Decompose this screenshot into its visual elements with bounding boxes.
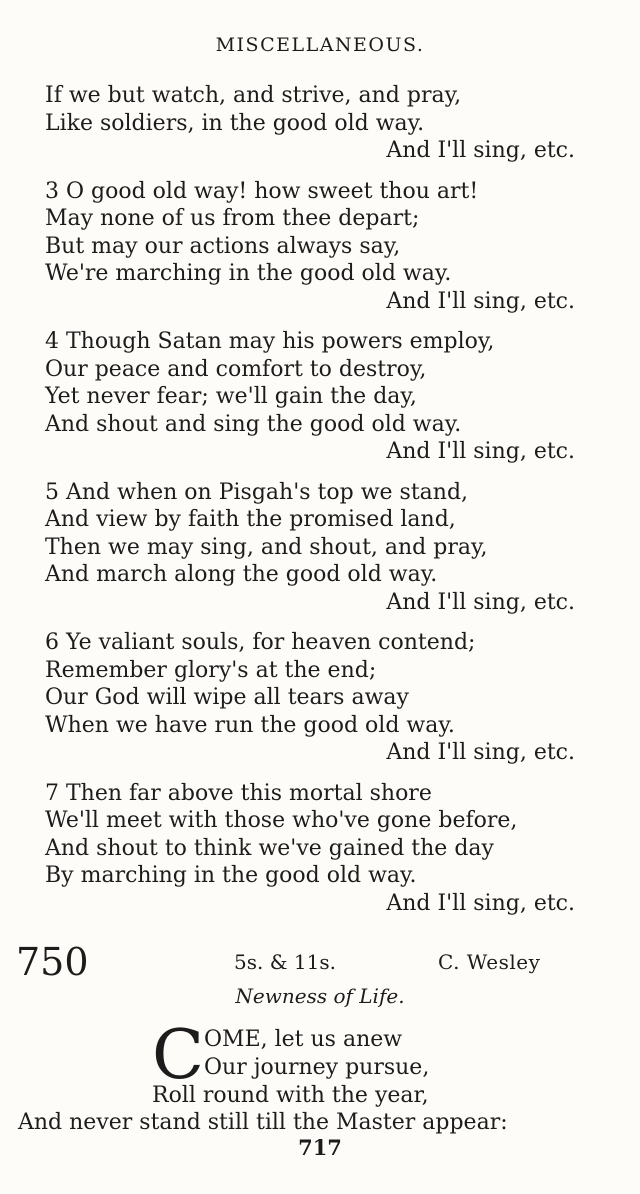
verse-line: Then we may sing, and shout, and pray, — [45, 534, 488, 560]
stanza — [45, 82, 575, 165]
hymn-line: Our journey pursue, — [204, 1055, 430, 1080]
verse-line: May none of us from thee depart; — [45, 206, 420, 231]
running-header: MISCELLANEOUS. — [215, 34, 425, 56]
stanza — [45, 178, 575, 316]
verse-line: 7 Then far above this mortal shore — [45, 780, 432, 806]
verse-line: 3 O good old way! how sweet thou art! — [45, 178, 479, 204]
verse-line: 4 Though Satan may his powers employ, — [45, 329, 495, 354]
verse-line: When we have run the good old way. — [45, 712, 455, 738]
verse-line: 6 Ye valiant souls, for heaven contend; — [45, 630, 476, 655]
refrain-line: And I'll sing, etc. — [386, 890, 575, 916]
verse-line: And march along the good old way. — [45, 562, 438, 587]
verse-line: And shout to think we've gained the day — [45, 835, 494, 861]
hymn-749-verses — [45, 82, 575, 930]
verse-line: And view by faith the promised land, — [45, 507, 456, 532]
hymn-heading — [0, 940, 640, 990]
verse-line: Our God will wipe all tears away — [45, 685, 409, 710]
refrain-line: And I'll sing, etc. — [386, 288, 575, 314]
verse-line: 5 And when on Pisgah's top we stand, — [45, 479, 469, 505]
page-number: 717 — [298, 1135, 342, 1160]
verse-line: By marching in the good old way. — [45, 863, 417, 888]
hymn-meter: 5s. & 11s. — [234, 950, 336, 974]
stanza — [45, 780, 575, 918]
verse-line: We'll meet with those who've gone before, — [45, 808, 518, 833]
verse-line: If we but watch, and strive, and pray, — [45, 83, 462, 108]
refrain-line: And I'll sing, etc. — [386, 138, 575, 163]
hymn-line: Roll round with the year, — [152, 1083, 429, 1108]
stanza — [45, 328, 575, 466]
refrain-line: And I'll sing, etc. — [386, 439, 575, 464]
stanza — [45, 629, 575, 767]
verse-line: We're marching in the good old way. — [45, 261, 452, 286]
refrain-line: And I'll sing, etc. — [386, 589, 575, 615]
hymn-line: And never stand still till the Master appear: — [18, 1110, 508, 1135]
hymn-number: 750 — [16, 940, 89, 984]
verse-line: Like soldiers, in the good old way. — [45, 110, 425, 136]
drop-cap: C — [152, 1016, 205, 1095]
refrain-line: And I'll sing, etc. — [386, 740, 575, 765]
verse-line: Remember glory's at the end; — [45, 657, 377, 683]
verse-line: But may our actions always say, — [45, 233, 401, 259]
verse-line: And shout and sing the good old way. — [45, 411, 462, 437]
verse-line: Our peace and comfort to destroy, — [45, 356, 427, 382]
verse-line: Yet never fear; we'll gain the day, — [45, 384, 417, 409]
hymn-title: Newness of Life. — [235, 984, 405, 1008]
hymn-line: OME, let us anew — [204, 1027, 403, 1052]
hymn-author: C. Wesley — [438, 950, 541, 974]
stanza — [45, 479, 575, 617]
